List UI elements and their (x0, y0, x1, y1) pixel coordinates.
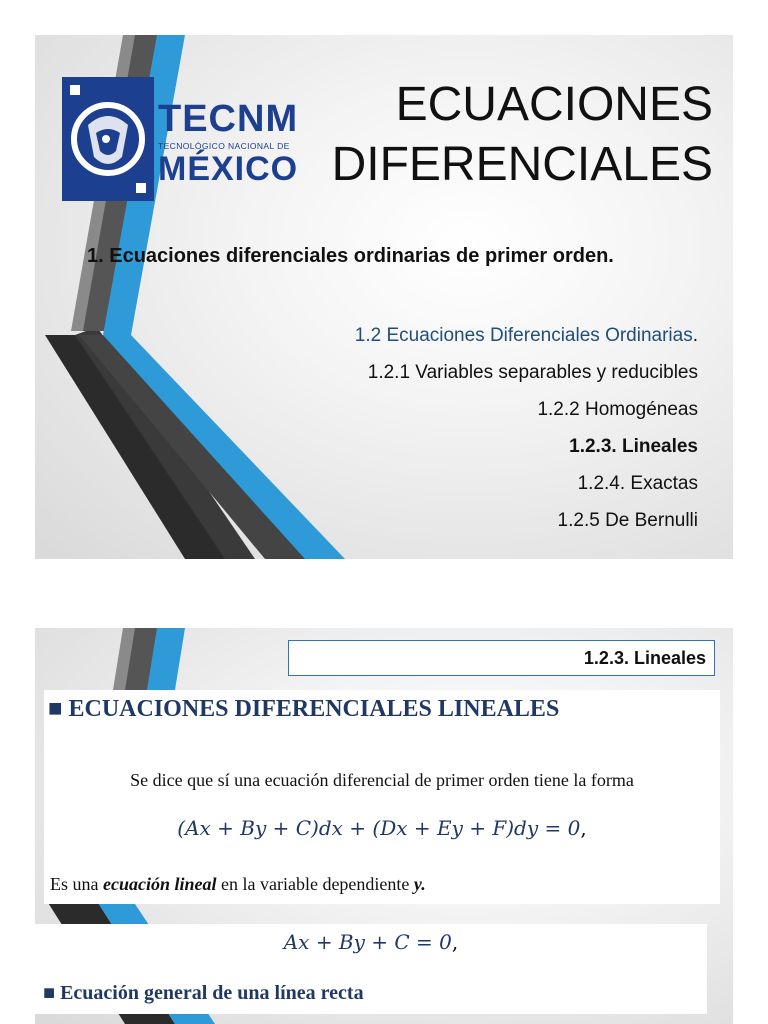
toc-item-1-2-2: 1.2.2 Homogéneas (537, 399, 698, 420)
logo-emblem (62, 77, 154, 201)
section-header-box (288, 640, 715, 676)
equation-general-form-tail: , (580, 816, 587, 840)
slide-subtitle: 1. Ecuaciones diferenciales ordinarias de primer orden. (87, 245, 614, 267)
logo-text-tecnm: TECNM (158, 98, 299, 140)
section-title-lineales: ■ ECUACIONES DIFERENCIALES LINEALES (48, 696, 560, 722)
tecnm-logo (62, 77, 299, 201)
toc-item-1-2-3: 1.2.3. Lineales (569, 436, 698, 457)
linear-text-emphasis: ecuación lineal (103, 874, 217, 894)
content-panel-line-equation (35, 924, 707, 1014)
toc-item-1-2-label: 1.2 Ecuaciones Diferenciales Ordinarias (354, 325, 693, 346)
linear-text-variable: y. (413, 874, 426, 894)
linear-definition-text (50, 874, 426, 895)
linear-text-prefix: Es una (50, 874, 103, 894)
toc-item-1-2-4: 1.2.4. Exactas (577, 473, 698, 494)
title-line-1: ECUACIONES (395, 78, 713, 131)
equation-line (35, 930, 707, 954)
toc-item-1-2-1: 1.2.1 Variables separables y reducibles (367, 362, 698, 383)
section-header-label: 1.2.3. Lineales (583, 648, 706, 668)
equation-general-form (44, 816, 720, 840)
equation-general-form-body: (Ax + By + C)dx + (Dx + Ey + F)dy = 0 (177, 816, 581, 840)
section-title-line: ■ Ecuación general de una línea recta (43, 982, 364, 1004)
logo-text-tecnologico: TECNOLÓGICO NACIONAL DE (158, 141, 290, 151)
title-line-2: DIFERENCIALES (331, 138, 713, 191)
slide-title-text (332, 75, 713, 195)
table-of-contents (138, 317, 698, 539)
toc-item-1-2-5: 1.2.5 De Bernulli (557, 510, 698, 531)
equation-line-tail: , (451, 930, 459, 954)
toc-item-1-2 (138, 317, 698, 354)
slide-title (35, 35, 733, 559)
toc-item-1-2-suffix: . (692, 325, 698, 346)
content-panel-lineales (44, 690, 720, 904)
eagle-emblem-icon (62, 77, 154, 201)
linear-text-middle: en la variable dependiente (216, 874, 414, 894)
slide-lineales (35, 628, 733, 1024)
logo-text-mexico: MÉXICO (158, 150, 299, 188)
equation-line-body: Ax + By + C = 0 (283, 930, 452, 954)
intro-text: Se dice que sí una ecuación diferencial de primer orden tiene la forma (130, 770, 634, 790)
